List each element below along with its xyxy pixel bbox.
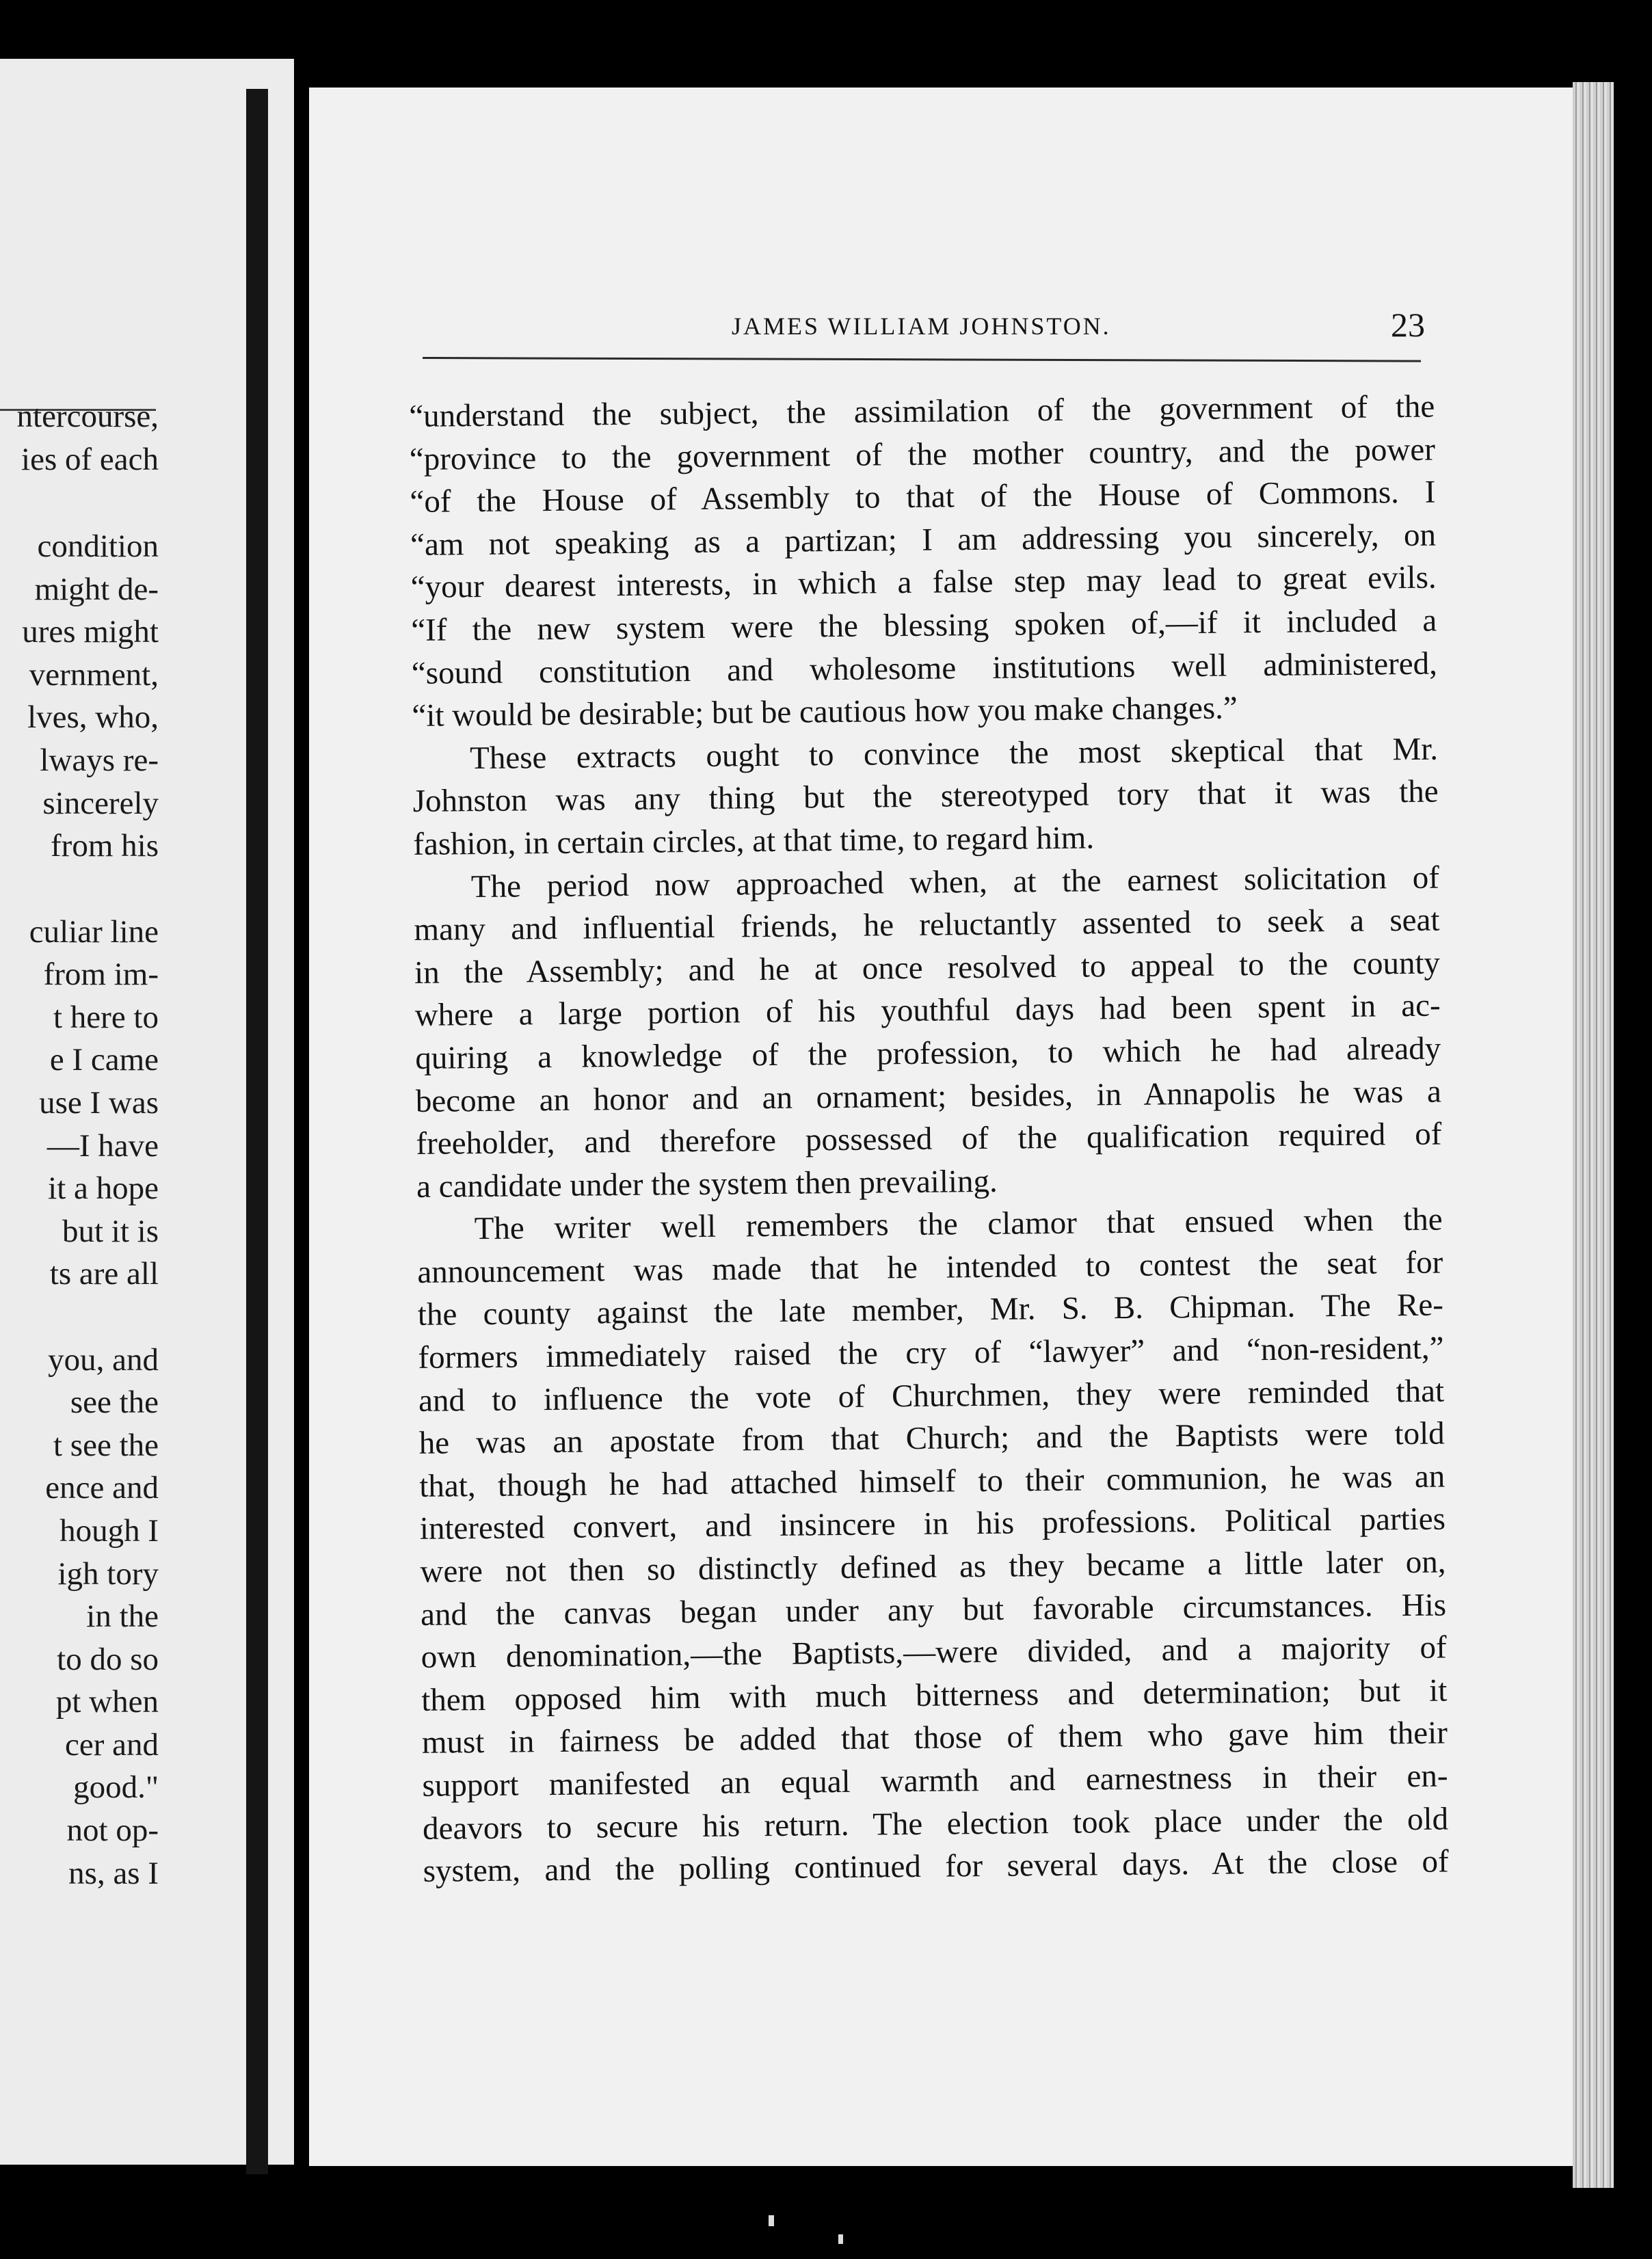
scan-speck (769, 2215, 774, 2226)
facing-page-line: ns, as I (68, 1856, 159, 1891)
facing-page-line: e I came (49, 1042, 159, 1078)
facing-page-line: see the (70, 1385, 159, 1420)
facing-page-line: igh tory (57, 1556, 159, 1592)
text-line: “it would be desirable; but be cautious how you make changes.” (412, 690, 1238, 734)
facing-page-line: lways re- (40, 743, 159, 778)
text-line: freeholder, and therefore possessed of the qualification required of (416, 1116, 1442, 1162)
facing-page-line: from his (51, 828, 159, 864)
text-line: that, though he had attached himself to their communion, he was an (419, 1458, 1446, 1504)
facing-page-line: ence and (45, 1470, 159, 1506)
text-line: them opposed him with much bitterness and determination; but it (421, 1672, 1448, 1718)
text-line: the county against the late member, Mr. S. B. Chipman. The Re- (417, 1287, 1444, 1333)
text-line: own denomination,—the Baptists,—were divided, and a majority of (421, 1629, 1447, 1676)
facing-page-line: to do so (57, 1642, 159, 1677)
text-line: in the Assembly; and he at once resolved to appeal to the county (414, 945, 1441, 991)
text-line: These extracts ought to convince the most skeptical that Mr. (469, 731, 1439, 776)
text-line: many and influential friends, he reluctantly assented to seek a seat (414, 902, 1440, 948)
text-line: deavors to secure his return. The election took place under the old (422, 1801, 1449, 1847)
text-line: announcement was made that he intended to contest the seat for (417, 1244, 1443, 1290)
facing-page-line: ies of each (21, 442, 159, 477)
text-line: he was an apostate from that Church; and the Baptists were told (418, 1415, 1445, 1462)
facing-page-line: hough I (59, 1513, 159, 1549)
text-line: “understand the subject, the assimilation of the government of the (409, 388, 1435, 434)
facing-page-line: use I was (39, 1085, 159, 1121)
text-line: “am not speaking as a partizan; I am addressing you sincerely, on (410, 517, 1437, 563)
facing-page-line: ntercourse, (16, 399, 159, 434)
facing-page-line: it a hope (48, 1171, 159, 1206)
text-line: become an honor and an ornament; besides, in Annapolis he was a (415, 1073, 1442, 1119)
facing-page-line: condition (37, 529, 159, 564)
facing-page-line: good." (73, 1769, 159, 1805)
text-line: “province to the government of the mother country, and the power (409, 431, 1436, 477)
facing-page-line: culiar line (29, 914, 159, 950)
facing-page-line: t here to (53, 1000, 159, 1035)
text-line: quiring a knowledge of the profession, to which he had already (415, 1030, 1441, 1076)
facing-page-line: from im- (43, 957, 159, 992)
text-line: and the canvas began under any but favorable circumstances. His (420, 1587, 1447, 1633)
body-text (409, 386, 1449, 1893)
text-line: system, and the polling continued for several days. At the close of (423, 1843, 1449, 1890)
facing-page-line: lves, who, (27, 699, 159, 735)
text-line: fashion, in certain circles, at that time, to regard him. (413, 820, 1095, 862)
text-line: “sound constitution and wholesome institutions well administered, (411, 645, 1438, 691)
facing-page-line: in the (86, 1599, 159, 1634)
text-line: must in fairness be added that those of them who gave him their (421, 1715, 1448, 1761)
text-line: formers immediately raised the cry of “lawyer” and “non-resident,” (418, 1330, 1444, 1376)
text-line: and to influence the vote of Churchmen, they were reminded that (418, 1373, 1445, 1419)
facing-page-line: vernment, (29, 657, 159, 693)
text-line: Johnston was any thing but the stereotyped tory that it was the (412, 773, 1439, 820)
facing-page-line: but it is (62, 1214, 159, 1249)
facing-page-line: not op- (66, 1813, 159, 1848)
text-line: where a large portion of his youthful days had been spent in ac- (414, 987, 1441, 1034)
text-line: The period now approached when, at the earnest solicitation of (470, 859, 1440, 905)
text-line: support manifested an equal warmth and earnestness in their en- (422, 1758, 1448, 1804)
text-line: were not then so distinctly defined as they became a little later on, (420, 1544, 1446, 1590)
facing-page-line: ts are all (49, 1256, 159, 1292)
facing-page-line: pt when (55, 1684, 159, 1720)
text-line: “your dearest interests, in which a false step may lead to great evils. (410, 559, 1437, 606)
facing-page-line: t see the (53, 1428, 159, 1463)
facing-page-text (0, 59, 159, 2165)
scan-speck (838, 2234, 843, 2244)
text-line: “of the House of Assembly to that of the House of Commons. I (410, 474, 1436, 520)
text-line: a candidate under the system then prevailing. (416, 1163, 998, 1205)
facing-page-line: cer and (65, 1727, 159, 1763)
facing-page-line: ures might (22, 614, 159, 650)
page-edges (1573, 82, 1614, 2188)
text-line: The writer well remembers the clamor that ensued when the (474, 1201, 1443, 1247)
facing-page-line: might de- (34, 572, 159, 607)
facing-page-line: —I have (46, 1128, 159, 1164)
page-number: 23 (1391, 306, 1425, 344)
text-line: “If the new system were the blessing spoken of,—if it included a (411, 602, 1437, 648)
text-line: interested convert, and insincere in his professions. Political parties (419, 1501, 1446, 1547)
book-gutter (246, 89, 268, 2174)
running-head: JAMES WILLIAM JOHNSTON. (732, 312, 1111, 340)
facing-page-line: sincerely (42, 786, 159, 821)
facing-page-line: you, and (48, 1342, 159, 1378)
